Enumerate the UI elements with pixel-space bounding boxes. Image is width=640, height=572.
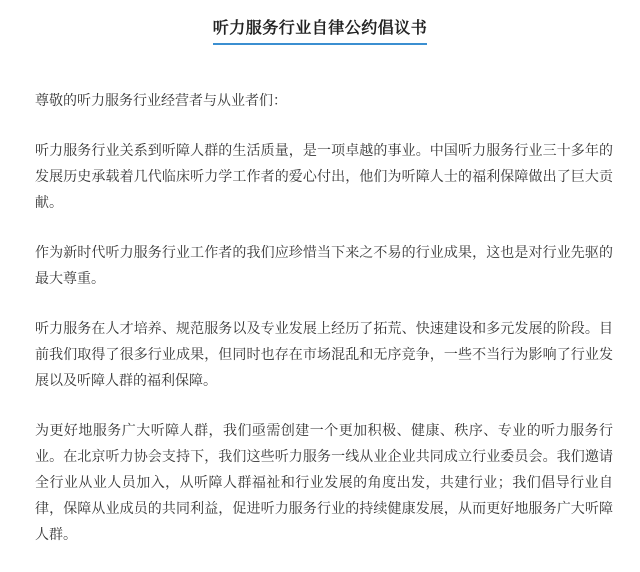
title-container [0,17,640,45]
document-title: 听力服务行业自律公约倡议书 [213,17,428,45]
greeting: 尊敬的听力服务行业经营者与从业者们： [35,93,287,109]
paragraph-2: 作为新时代听力服务行业工作者的我们应珍惜当下来之不易的行业成果，这也是对行业先驱的最大尊重。 [35,245,613,287]
document-body [35,88,613,572]
paragraph-1: 听力服务行业关系到听障人群的生活质量，是一项卓越的事业。中国听力服务行业三十多年的发展历史承载着几代临床听力学工作者的爱心付出，他们为听障人士的福利保障做出了巨大贡献。 [35,143,613,211]
paragraph-3: 听力服务在人才培养、规范服务以及专业发展上经历了拓荒、快速建设和多元发展的阶段。目前我们取得了很多行业成果，但同时也存在市场混乱和无序竞争，一些不当行为影响了行业发展以及听障人群的福利保障。 [35,321,613,389]
paragraph-4: 为更好地服务广大听障人群，我们亟需创建一个更加积极、健康、秩序、专业的听力服务行业。在北京听力协会支持下，我们这些听力服务一线从业企业共同成立行业委员会。我们邀请全行业从业人员加入，从听障人群福祉和行业发展的角度出发，共建行业；我们倡导行业自律，保障从业成员的共同利益，促进听力服务行业的持续健康发展，从而更好地服务广大听障人群。 [35,423,613,543]
